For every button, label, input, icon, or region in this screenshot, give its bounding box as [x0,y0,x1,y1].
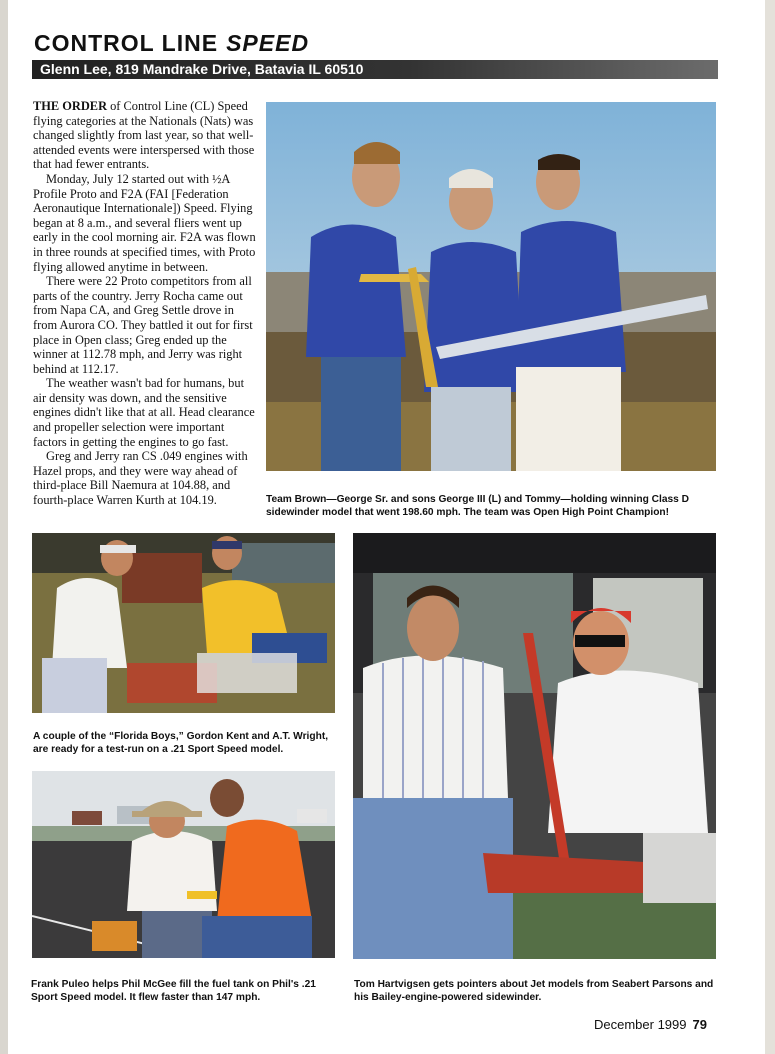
article-lead: THE ORDER [33,99,108,113]
caption-florida-boys: A couple of the “Florida Boys,” Gordon Kent and A.T. Wright, are ready for a test-run on a .21 Sport Speed model. [33,731,329,755]
page-number: 79 [692,1017,707,1032]
caption-puleo-mcgee: Frank Puleo helps Phil McGee fill the fuel tank on Phil's .21 Sport Speed model. It flew faster than 147 mph. [31,979,316,1003]
photo-florida-boys [32,533,335,713]
photo-team-brown [266,102,716,471]
issue-date: December 1999 [594,1017,687,1032]
page-edge-right [765,0,775,1054]
article-p1-text: of Control Line (CL) Speed flying categories at the Nationals (Nats) was changed slightly from last year, so that well-attended events were interspersed with those that had fewer entrants. [33,99,255,172]
byline-text: Glenn Lee, 819 Mandrake Drive, Batavia IL 60510 [40,61,364,77]
page-footer [594,1017,707,1032]
article-body [33,99,256,508]
article-paragraph-2: Monday, July 12 started out with ½A Profile Proto and F2A (FAI [Federation Aeronautique Internationale]) Speed. Flying began at 8 a.m., and several fliers went up early in the cool morning air. F2A was flown in three rounds at specified times, with Proto flying allowed anytime in between. [33,171,256,274]
caption-team-brown: Team Brown—George Sr. and sons George III (L) and Tommy—holding winning Class D sidewinder model that went 198.60 mph. The team was Open High Point Champion! [266,494,690,518]
section-title [34,30,309,57]
byline-bar [32,60,718,79]
title-emphasis: SPEED [226,30,310,56]
photo-puleo-mcgee [32,771,335,958]
photo-hartvigsen-parsons [353,533,716,959]
article-paragraph-5: Greg and Jerry ran CS .049 engines with Hazel props, and they were way ahead of third-place Bill Naemura at 104.88, and fourth-place Warren Kurth at 104.19. [33,449,248,508]
page-edge-left [0,0,8,1054]
article-paragraph-1 [33,99,256,172]
article-paragraph-4: The weather wasn't bad for humans, but air density was down, and the sensitive engines didn't like that at all. Head clearance and propeller selection were important factors in getting the engines to go fast. [33,376,255,449]
article-paragraph-3: There were 22 Proto competitors from all parts of the country. Jerry Rocha came out from Napa CA, and Greg Settle drove in from Aurora CO. They battled it out for first place in Open class; Greg ended up the winner at 112.78 mph, and Jerry was right behind at 112.17. [33,274,253,376]
caption-hartvigsen-parsons: Tom Hartvigsen gets pointers about Jet models from Seabert Parsons and his Bailey-engine-powered sidewinder. [354,979,714,1003]
title-main: CONTROL LINE [34,30,219,56]
